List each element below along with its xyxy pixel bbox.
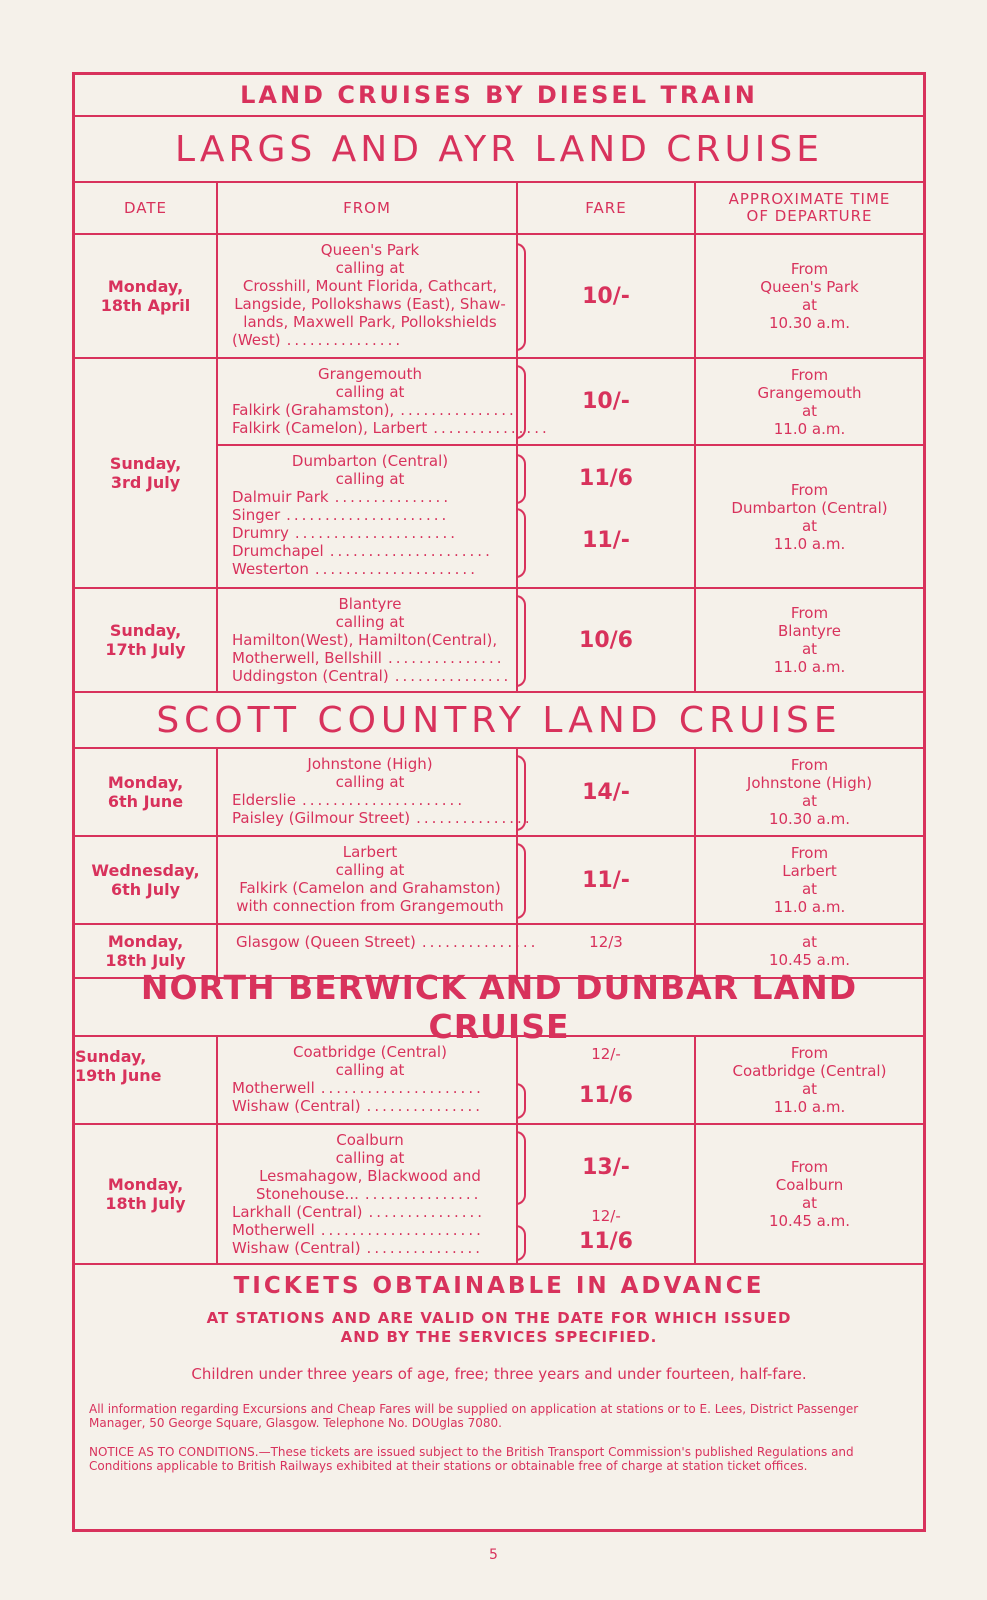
calling-stations: Drumry <box>232 524 289 542</box>
calling-stations: Wishaw (Central) <box>232 1239 361 1257</box>
calling-stations: Uddingston (Central) <box>232 667 389 685</box>
origin-station: Grangemouth <box>318 365 422 383</box>
time-value: 10.30 a.m. <box>768 810 851 828</box>
time-at: at <box>801 1080 818 1098</box>
date-day: Monday, <box>107 932 184 951</box>
time-value: 10.30 a.m. <box>768 314 851 332</box>
time-value: 11.0 a.m. <box>773 898 846 916</box>
time-station: Dumbarton (Central) <box>731 498 888 517</box>
date-date: 6th July <box>111 880 180 899</box>
date-day: Monday, <box>107 1175 184 1194</box>
largs-row-2 <box>75 359 923 589</box>
time-at: at <box>801 933 818 951</box>
fare-cell <box>516 1125 694 1263</box>
berwick-row-2 <box>75 1125 923 1265</box>
conditions-notice: NOTICE AS TO CONDITIONS.—These tickets are issued subject to the British Transport Commission's published Regulations and Conditions applicable to British Railways exhibited at their stations or obtainable free of charge at station ticket offices. <box>89 1445 854 1473</box>
date-cell <box>75 1125 216 1263</box>
calling-stations: Falkirk (Camelon), Larbert <box>232 419 428 437</box>
scott-title: SCOTT COUNTRY LAND CRUISE <box>156 699 842 741</box>
time-from: From <box>790 365 829 384</box>
calling-stations: Hamilton(West), Hamilton(Central), <box>232 631 498 649</box>
time-station: Coatbridge (Central) <box>732 1062 887 1080</box>
from-cell: Dumbarton (Central) calling at Dalmuir Park ............... Singer ..................... Drumry ..................... Drumchapel ..................... Westerton ..................... <box>218 446 516 587</box>
date-date: 17th July <box>105 640 186 659</box>
calling-stations: Paisley (Gilmour Street) <box>232 809 411 827</box>
origin-station: Queen's Park <box>320 241 420 259</box>
col-time-line1: APPROXIMATE TIME <box>728 190 891 208</box>
header-row <box>75 75 923 117</box>
calling-at: calling at <box>335 861 405 879</box>
top-title: LAND CRUISES BY DIESEL TRAIN <box>240 81 758 109</box>
validity-line-2: AND BY THE SERVICES SPECIFIED. <box>340 1328 658 1346</box>
from-cell: Coalburn calling at Lesmahagow, Blackwood and Stonehouse... ............... Larkhall (Central) ............... Motherwell ..................... Wishaw (Central) ............... <box>216 1125 516 1263</box>
scott-row-1 <box>75 749 923 837</box>
date-day: Monday, <box>107 277 184 296</box>
time-at: at <box>801 880 818 898</box>
largs-title: LARGS AND AYR LAND CRUISE <box>174 128 824 170</box>
calling-stations: Langside, Pollokshaws (East), Shaw- <box>234 295 506 313</box>
col-date: DATE <box>123 198 168 217</box>
time-at: at <box>801 1194 818 1212</box>
fare-value: 13/- <box>582 1155 630 1180</box>
calling-stations: Singer <box>232 506 281 524</box>
from-cell: Queen's Park calling at Crosshill, Mount Florida, Cathcart, Langside, Pollokshaws (East), Shaw- lands, Maxwell Park, Pollokshields (West) ............... <box>216 235 516 357</box>
origin-station: Dumbarton (Central) <box>291 452 449 470</box>
date-cell <box>75 837 216 923</box>
calling-at: calling at <box>335 1149 405 1167</box>
calling-stations: Wishaw (Central) <box>232 1097 361 1115</box>
time-cell <box>694 446 923 587</box>
calling-stations: Westerton <box>232 560 309 578</box>
from-cell: Grangemouth calling at Falkirk (Grahamston), ............... Falkirk (Camelon), Larbert ............... <box>232 365 550 437</box>
largs-row-4 <box>75 589 923 693</box>
sub-row-grangemouth <box>216 359 923 446</box>
timetable-frame <box>72 72 926 1532</box>
origin-station: Johnstone (High) <box>307 755 433 773</box>
fare-cell: 11/- <box>516 837 694 923</box>
time-value: 10.45 a.m. <box>768 1212 851 1230</box>
date-cell <box>75 359 216 587</box>
largs-title-row <box>75 117 923 183</box>
time-cell <box>694 749 923 835</box>
calling-at: calling at <box>335 383 405 401</box>
fare-value: 12/- <box>591 1207 621 1225</box>
time-station: Larbert <box>782 862 837 880</box>
time-value: 11.0 a.m. <box>773 1098 846 1116</box>
date-date: 18th July <box>105 1194 186 1213</box>
date-day: Sunday, <box>109 454 182 473</box>
fare-cell <box>516 446 694 587</box>
calling-stations: Lesmahagow, Blackwood and <box>259 1167 481 1185</box>
time-cell <box>694 359 923 444</box>
time-station: Johnstone (High) <box>746 774 873 792</box>
calling-at: calling at <box>335 259 405 277</box>
page-number: 5 <box>489 1547 498 1563</box>
fare-cell: 14/- <box>516 749 694 835</box>
time-at: at <box>801 640 818 658</box>
origin-station: Coalburn <box>336 1131 404 1149</box>
date-cell <box>75 589 216 691</box>
origin-station: Blantyre <box>338 595 402 613</box>
time-cell <box>694 837 923 923</box>
calling-stations: Falkirk (Camelon and Grahamston) <box>239 879 501 897</box>
date-cell <box>75 1037 216 1123</box>
fare-cell: 10/- <box>516 235 694 357</box>
date-cell <box>75 749 216 835</box>
time-at: at <box>801 516 818 535</box>
time-at: at <box>801 401 818 420</box>
time-from: From <box>790 260 829 278</box>
origin-station: Coatbridge (Central) <box>293 1043 447 1061</box>
calling-at: calling at <box>335 1061 405 1079</box>
children-fare-note: Children under three years of age, free; three years and under fourteen, half-fare. <box>191 1365 807 1383</box>
from-cell: Blantyre calling at Hamilton(West), Hamilton(Central), Motherwell, Bellshill ............... Uddingston (Central) ............... <box>216 589 516 691</box>
scott-title-row <box>75 693 923 749</box>
calling-stations: Elderslie <box>232 791 296 809</box>
calling-stations: lands, Maxwell Park, Pollokshields <box>243 313 497 331</box>
calling-stations: Crosshill, Mount Florida, Cathcart, <box>242 277 498 295</box>
calling-stations: Motherwell <box>232 1221 315 1239</box>
time-from: From <box>790 1044 829 1062</box>
validity-line-1: AT STATIONS AND ARE VALID ON THE DATE FOR WHICH ISSUED <box>206 1309 792 1327</box>
calling-stations: with connection from Grangemouth <box>236 897 504 915</box>
fare-cell: 10/6 <box>516 589 694 691</box>
calling-at: calling at <box>335 773 405 791</box>
time-from: From <box>790 604 829 622</box>
tickets-heading: TICKETS OBTAINABLE IN ADVANCE <box>233 1273 765 1299</box>
time-cell <box>694 589 923 691</box>
col-from: FROM <box>216 183 516 233</box>
date-date: 3rd July <box>110 473 181 492</box>
calling-stations: Motherwell <box>232 1079 315 1097</box>
information-note: All information regarding Excursions and Cheap Fares will be supplied on application at stations or to E. Lees, District Passenger Manager, 50 George Square, Glasgow. Telephone No. DOUglas 7080. <box>89 1402 859 1430</box>
date-date: 6th June <box>107 792 184 811</box>
time-station: Coalburn <box>775 1176 844 1194</box>
time-at: at <box>801 792 818 810</box>
fare-value: 11/6 <box>579 1229 633 1254</box>
from-cell: Glasgow (Queen Street) ............... <box>216 925 516 977</box>
date-date: 19th June <box>75 1066 162 1085</box>
calling-stations: Stonehouse... <box>256 1185 359 1203</box>
time-cell <box>694 1125 923 1263</box>
from-cell: Coatbridge (Central) calling at Motherwell ..................... Wishaw (Central) ............... <box>216 1037 516 1123</box>
time-cell <box>694 235 923 357</box>
date-day: Sunday, <box>109 621 182 640</box>
date-day: Wednesday, <box>91 861 200 880</box>
calling-stations: Falkirk (Grahamston), <box>232 401 395 419</box>
time-from: From <box>790 756 829 774</box>
calling-stations: (West) <box>232 331 281 349</box>
berwick-title-row <box>75 968 923 1046</box>
calling-stations: Larkhall (Central) <box>232 1203 363 1221</box>
col-time-line2: OF DEPARTURE <box>746 207 873 225</box>
time-at: at <box>801 296 818 314</box>
calling-stations: Motherwell, Bellshill <box>232 649 382 667</box>
time-value: 11.0 a.m. <box>773 534 846 553</box>
time-station: Queen's Park <box>760 278 859 296</box>
time-from: From <box>790 480 829 499</box>
date-date: 18th April <box>100 296 191 315</box>
calling-stations: Drumchapel <box>232 542 324 560</box>
fare-cell: 10/- <box>516 359 694 444</box>
time-value: 10.45 a.m. <box>768 951 851 969</box>
date-date: 18th July <box>105 951 186 970</box>
sub-row-dumbarton <box>216 446 923 587</box>
col-time <box>694 183 923 233</box>
origin-station: Larbert <box>342 843 398 861</box>
fare-value: 11/6 <box>579 466 633 491</box>
date-day: Sunday, <box>75 1047 147 1066</box>
berwick-title: NORTH BERWICK AND DUNBAR LAND CRUISE <box>140 968 858 1046</box>
calling-at: calling at <box>335 613 405 631</box>
fare-value: 11/6 <box>579 1083 633 1108</box>
fare-value: 12/- <box>591 1045 621 1063</box>
fare-cell <box>516 1037 694 1123</box>
calling-stations: Dalmuir Park <box>232 488 329 506</box>
fare-value: 11/- <box>582 528 630 553</box>
from-cell <box>216 837 516 923</box>
time-value: 11.0 a.m. <box>773 419 846 438</box>
time-station: Blantyre <box>778 622 841 640</box>
from-cell: Johnstone (High) calling at Elderslie ..................... Paisley (Gilmour Street) ............... <box>216 749 516 835</box>
berwick-row-1 <box>75 1037 923 1125</box>
time-station: Grangemouth <box>757 383 862 402</box>
date-cell <box>75 235 216 357</box>
time-value: 11.0 a.m. <box>773 658 846 676</box>
col-fare: FARE <box>516 183 694 233</box>
column-header-row <box>75 183 923 235</box>
origin-station: Glasgow (Queen Street) <box>236 933 416 951</box>
date-day: Monday, <box>107 773 184 792</box>
time-from: From <box>790 1158 829 1176</box>
largs-row-1 <box>75 235 923 359</box>
calling-at: calling at <box>335 470 405 488</box>
time-cell <box>694 1037 923 1123</box>
time-from: From <box>790 844 829 862</box>
fare-cell: 12/3 <box>516 925 694 977</box>
scott-row-2 <box>75 837 923 925</box>
